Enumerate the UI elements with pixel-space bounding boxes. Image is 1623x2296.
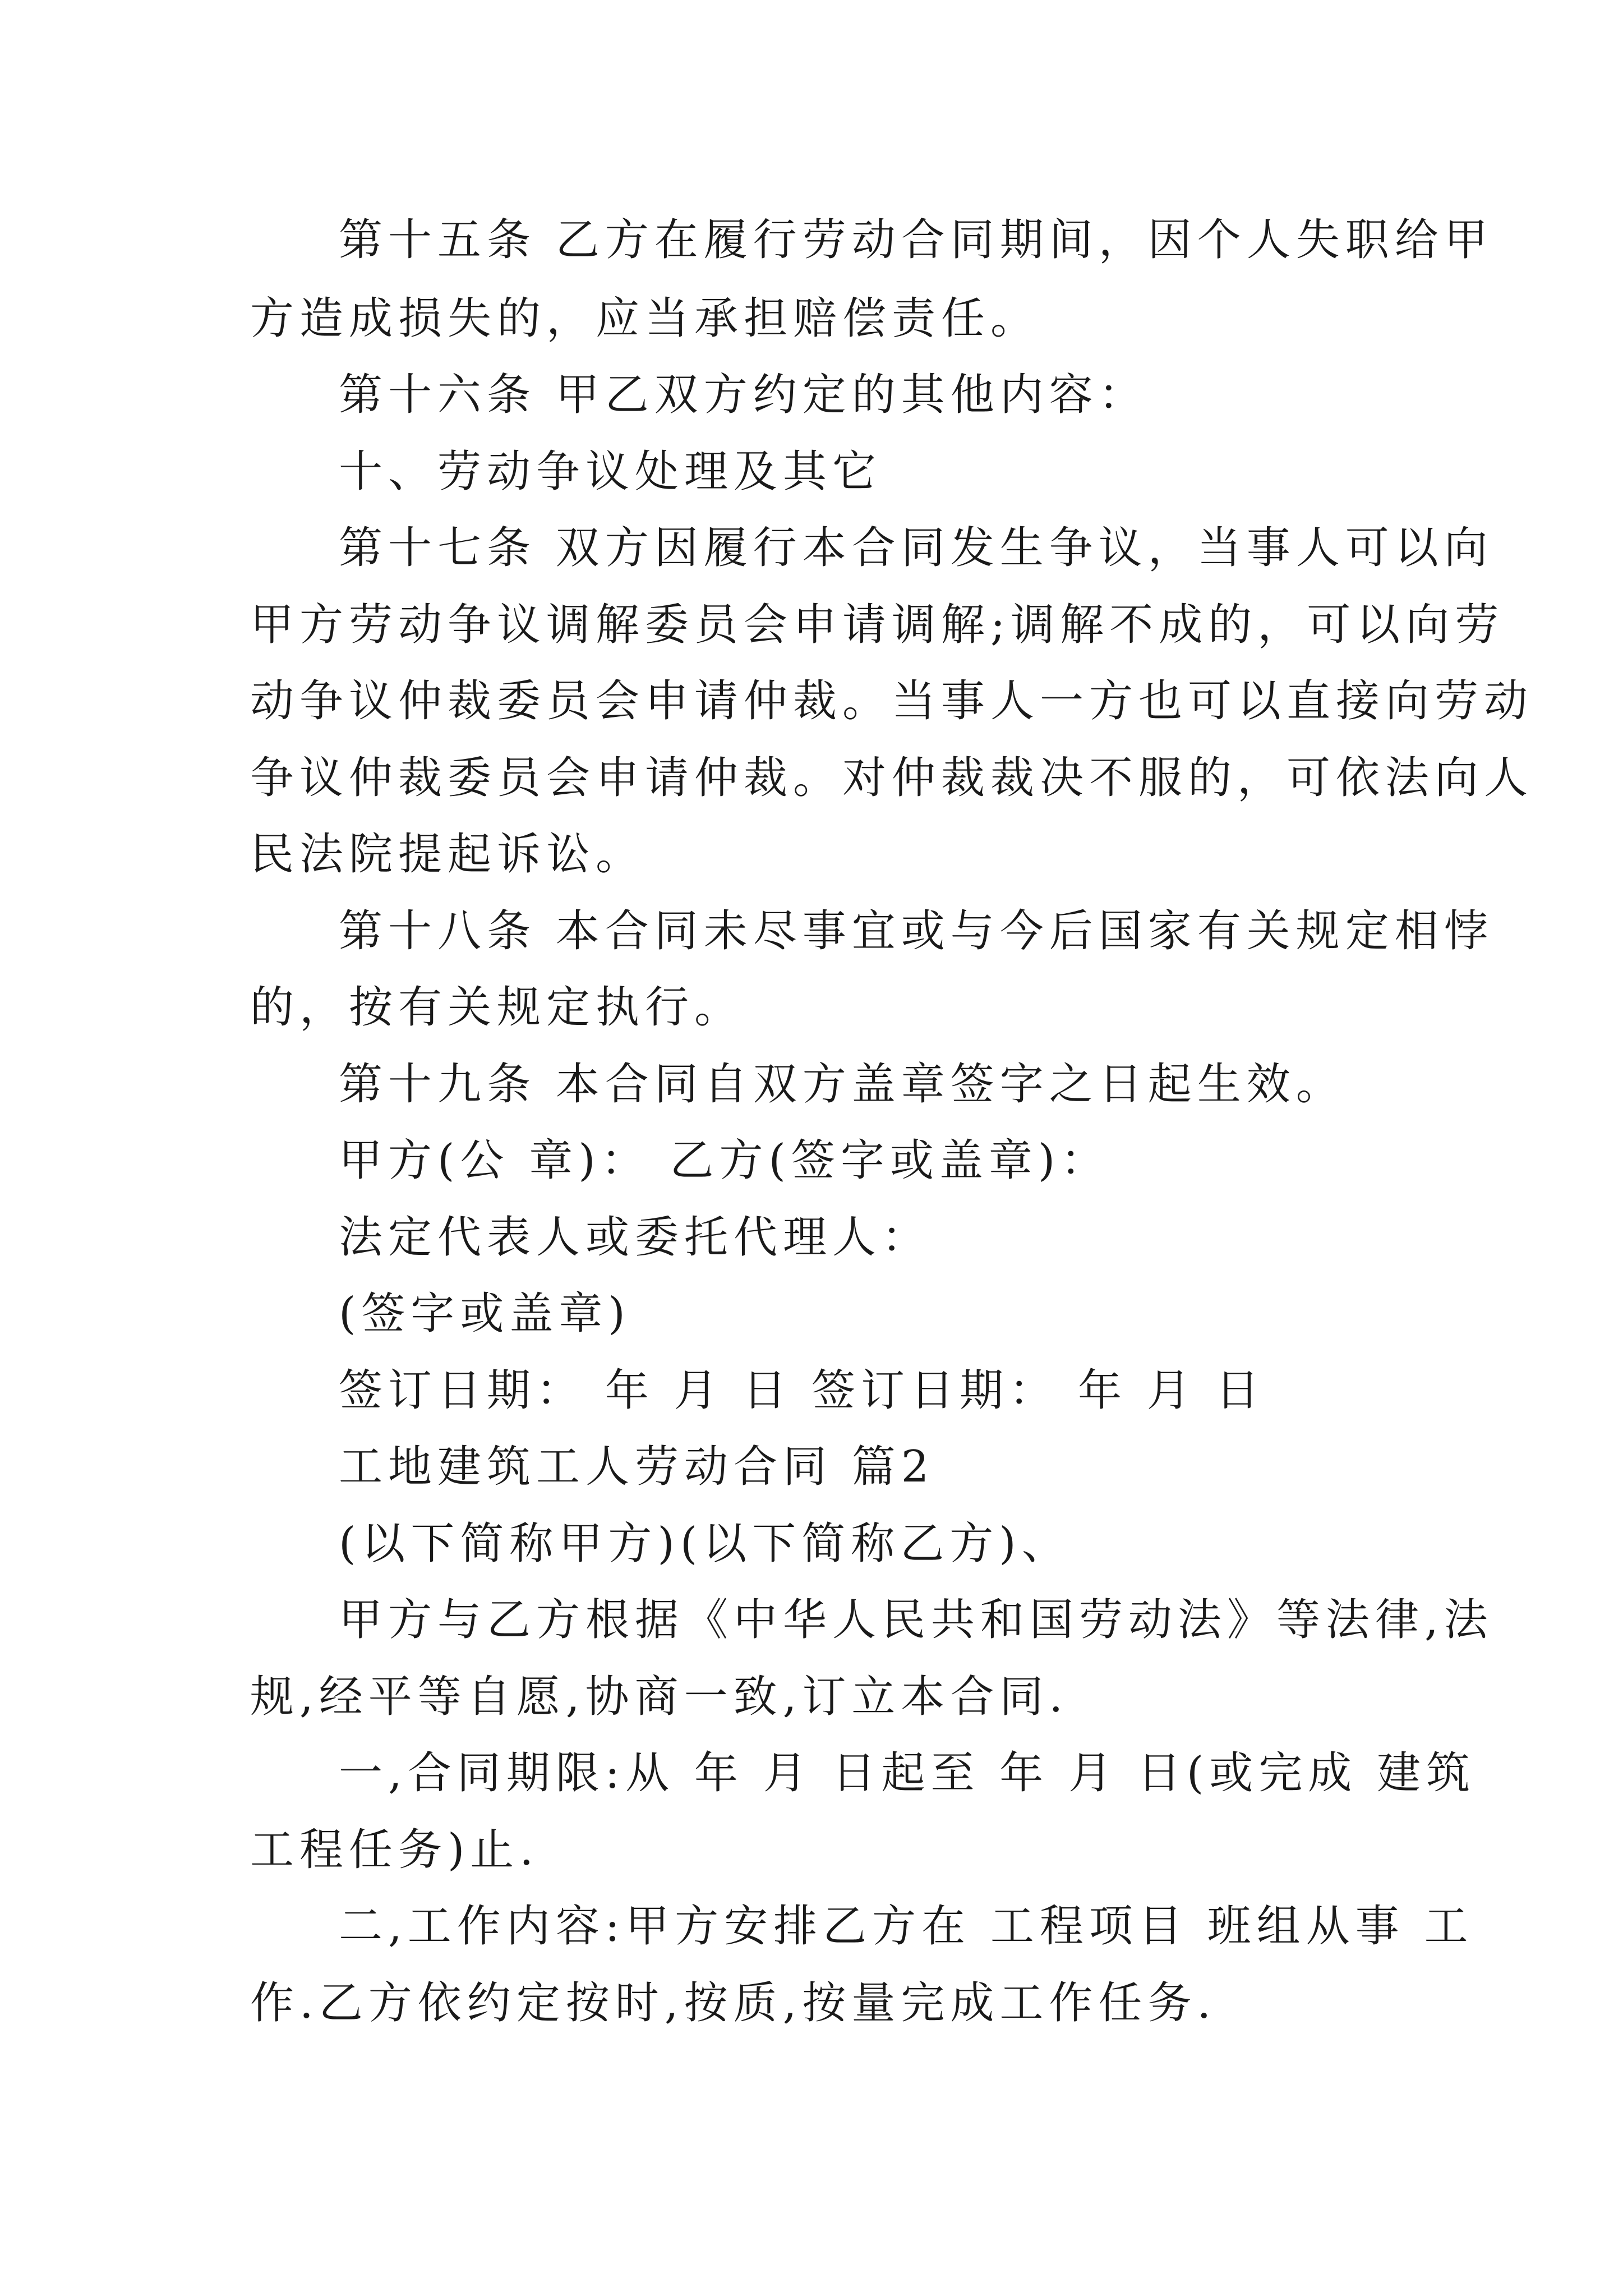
signing-date-line: 签订日期： 年 月 日 签订日期： 年 月 日 <box>339 1365 1265 1416</box>
article-16: 第十六条 甲乙双方约定的其他内容： <box>339 370 1148 420</box>
legal-representative-line: 法定代表人或委托代理人： <box>339 1212 932 1263</box>
term-clause-line-1: 一,合同期限:从 年 月 日起至 年 月 日(或完成 建筑 <box>339 1748 1476 1798</box>
article-17-line-4: 争议仲裁委员会申请仲裁。对仲裁裁决不服的，可依法向人 <box>250 753 1534 803</box>
parties-abbreviation-line: (以下简称甲方)(以下简称乙方)、 <box>339 1519 1071 1569</box>
article-19: 第十九条 本合同自双方盖章签字之日起生效。 <box>339 1059 1345 1110</box>
work-content-line-1: 二,工作内容:甲方安排乙方在 工程项目 班组从事 工 <box>339 1901 1474 1952</box>
preamble-line-2: 规,经平等自愿,协商一致,订立本合同. <box>250 1672 1069 1722</box>
contract-2-title: 工地建筑工人劳动合同 篇2 <box>339 1442 935 1492</box>
article-15-line-2: 方造成损失的，应当承担赔偿责任。 <box>250 293 1040 344</box>
article-17-line-1: 第十七条 双方因履行本合同发生争议，当事人可以向 <box>339 523 1493 573</box>
article-17-line-2: 甲方劳动争议调解委员会申请调解;调解不成的，可以向劳 <box>250 600 1505 650</box>
article-17-line-5: 民法院提起诉讼。 <box>250 829 645 880</box>
section-10-heading: 十、劳动争议处理及其它 <box>339 447 882 497</box>
article-15-line-1: 第十五条 乙方在履行劳动合同期间，因个人失职给甲 <box>339 215 1493 265</box>
signature-parties-line: 甲方(公 章)： 乙方(签字或盖章)： <box>339 1135 1110 1186</box>
article-18-line-1: 第十八条 本合同未尽事宜或与今后国家有关规定相悖 <box>339 906 1493 956</box>
article-17-line-3: 动争议仲裁委员会申请仲裁。当事人一方也可以直接向劳动 <box>250 676 1534 726</box>
term-clause-line-2: 工程任务)止. <box>250 1825 540 1875</box>
article-18-line-2: 的，按有关规定执行。 <box>250 982 744 1033</box>
preamble-line-1: 甲方与乙方根据《中华人民共和国劳动法》等法律,法 <box>339 1595 1493 1645</box>
work-content-line-2: 作.乙方依约定按时,按质,按量完成工作任务. <box>250 1978 1217 2028</box>
sign-or-seal-line: (签字或盖章) <box>339 1289 631 1339</box>
